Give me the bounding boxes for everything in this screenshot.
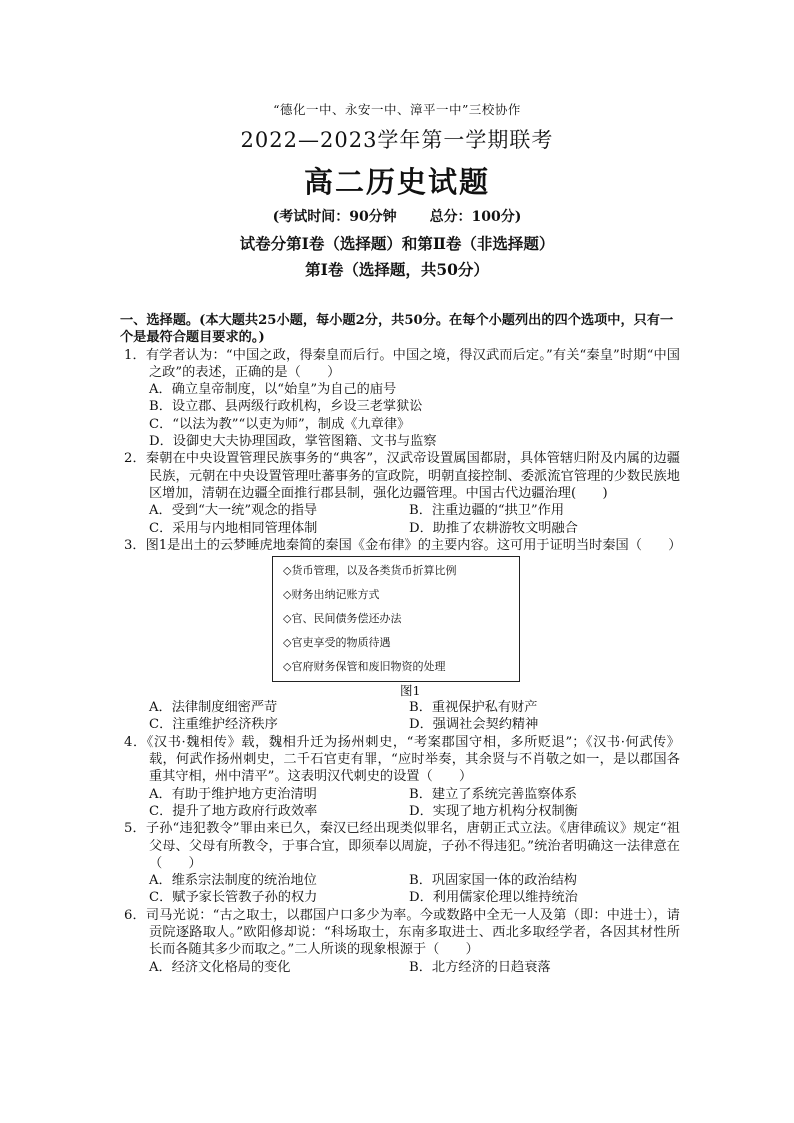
option-a: A．有助于维护地方吏治清明 <box>149 786 317 802</box>
question-2 <box>120 450 680 536</box>
exam-subject-title: 高二历史试题 <box>303 165 490 199</box>
option-c: C．“以法为教”“以吏为师”，制成《九章律》 <box>149 416 411 432</box>
question-1 <box>120 347 680 451</box>
figure-item: ◇官、民间债务偿还办法 <box>283 612 402 626</box>
option-d: D．强调社会契约精神 <box>409 717 539 733</box>
option-group <box>120 381 680 450</box>
question-5 <box>120 820 680 906</box>
exam-year-title: 2022—2023学年第一学期联考 <box>240 128 554 152</box>
option-b: B．巩固家国一体的政治结构 <box>409 873 577 889</box>
question-stem: 6．司马光说：“古之取士，以郡国户口多少为率。今或数路中全无一人及第（即：中进士），请贡院逐路取人。”欧阳修却说：“科场取士，东南多取进士、西北多取经学者，各因其材性所长而各随其多少而取之。”二人所谈的现象根源于（ ） <box>124 907 680 958</box>
option-row <box>149 959 680 976</box>
figure-item: ◇官府财务保管和废旧物资的处理 <box>283 660 446 674</box>
figure-item: ◇官吏享受的物质待遇 <box>283 636 391 650</box>
question-list <box>120 347 680 976</box>
option-a: A．经济文化格局的变化 <box>149 959 291 975</box>
option-c: C．提升了地方政府行政效率 <box>149 803 318 819</box>
option-row <box>149 803 680 820</box>
question-body <box>120 312 680 976</box>
option-row <box>149 716 680 733</box>
exam-time-score <box>0 206 794 226</box>
option-b: B．重视保护私有财产 <box>409 700 538 716</box>
question-stem: 4．《汉书·魏相传》载，魏相升迁为扬州刺史，“考案郡国守相，多所贬退”；《汉书·何武传》载，何武作扬州刺史，二千石官吏有罪，“应时举奏，其余贤与不肖敬之如一，是以郡国各重其守相，州中清平”。这表明汉代刺史的设置（ ） <box>124 734 680 785</box>
question-stem: 5．子孙“违犯教令”罪由来已久，秦汉已经出现类似罪名，唐朝正式立法。《唐律疏议》规定“祖父母、父母有所教令，于事合宜，即须奉以周旋，子孙不得违犯。”统治者明确这一法律意在（ ） <box>124 821 680 871</box>
option-row <box>149 502 680 519</box>
figure-label: 图1 <box>400 683 421 699</box>
question-stem: 2．秦朝在中央设置管理民族事务的“典客”，汉武帝设置属国都尉，具体管辖归附及内属的边疆民族，元朝在中央设置管理吐蕃事务的宣政院，明朝直接控制、委派流官管理的少数民族地区增加，清朝在边疆全面推行郡县制，强化边疆管理。中国古代边疆治理( ) <box>124 451 680 501</box>
option-a: A．受到“大一统”观念的指导 <box>149 503 318 519</box>
section-intro: 一、选择题。(本大题共25小题，每小题2分，共50分。在每个小题列出的四个选项中，只有一个是最符合题目要求的。) <box>120 313 674 346</box>
option-b: B．建立了系统完善监察体系 <box>409 786 577 802</box>
option-d: D．实现了地方机构分权制衡 <box>409 803 578 819</box>
option-a: A．法律制度细密严苛 <box>149 700 278 716</box>
option-b: B．设立郡、县两级行政机构，乡设三老掌狱讼 <box>149 399 423 415</box>
option-row <box>149 520 680 537</box>
question-3 <box>120 537 680 734</box>
option-group <box>120 872 680 907</box>
figure-item: ◇货币管理，以及各类货币折算比例 <box>283 564 457 578</box>
option-b: B．北方经济的日趋衰落 <box>409 959 551 975</box>
option-b: B．注重边疆的“拱卫”作用 <box>409 503 565 519</box>
option-d: D．助推了农耕游牧文明融合 <box>409 520 578 536</box>
question-6 <box>120 907 680 976</box>
option-group <box>120 959 680 976</box>
question-stem: 3．图1是出土的云梦睡虎地秦简的秦国《金布律》的主要内容。这可用于证明当时秦国（ ） <box>124 537 682 553</box>
option-group <box>120 786 680 821</box>
coop-schools-line: “德化一中、永安一中、漳平一中”三校协作 <box>273 102 521 117</box>
option-row <box>149 699 680 716</box>
question-4 <box>120 734 680 820</box>
option-row <box>149 786 680 803</box>
figure-box <box>272 556 520 682</box>
exam-time: (考试时间：90分钟 <box>272 209 397 225</box>
option-c: C．注重维护经济秩序 <box>149 717 278 733</box>
option-row <box>149 872 680 889</box>
option-a: A．确立皇帝制度，以“始皇”为自己的庙号 <box>149 382 397 398</box>
option-a: A．维系宗法制度的统治地位 <box>149 873 317 889</box>
option-d: D．利用儒家伦理以维持统治 <box>409 890 578 906</box>
figure-item: ◇财务出纳记账方式 <box>283 588 380 602</box>
option-d: D．设御史大夫协理国政，掌管图籍、文书与监察 <box>149 434 437 450</box>
exam-total-score: 总分：100分) <box>429 209 522 225</box>
question-stem: 1．有学者认为：“中国之政，得秦皇而后行。中国之境，得汉武而后定。”有关“秦皇”时期“中国之政”的表述，正确的是（ ） <box>124 347 680 380</box>
option-row <box>149 889 680 906</box>
volume-one-title: 第Ⅰ卷（选择题，共50分） <box>305 260 489 279</box>
option-group <box>120 699 680 734</box>
option-c: C．采用与内地相同管理体制 <box>149 520 318 536</box>
option-group <box>120 502 680 537</box>
paper-parts-note: 试卷分第Ⅰ卷（选择题）和第Ⅱ卷（非选择题） <box>239 234 555 253</box>
option-c: C．赋予家长管教子孙的权力 <box>149 890 318 906</box>
